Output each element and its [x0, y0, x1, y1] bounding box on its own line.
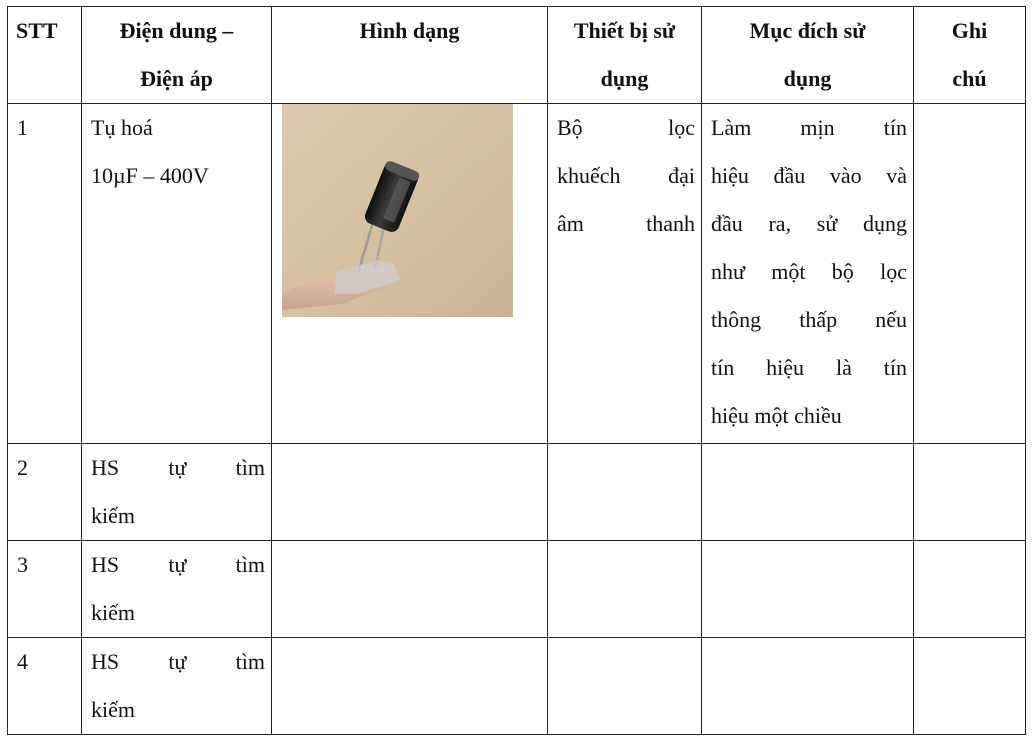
header-device-line-1: Thiết bị sử [573, 18, 676, 43]
header-note-line-2: chú [952, 66, 987, 91]
capacitor-photo [282, 104, 513, 317]
cell-device-line-2: khuếch đại [557, 163, 695, 188]
cell-capacitance-voltage-line-2: kiếm [91, 697, 135, 722]
cell-device-line-3: âm thanh [557, 211, 695, 236]
cell-capacitance-voltage-line-2: 10µF – 400V [91, 163, 209, 188]
cell-purpose [702, 638, 914, 735]
cell-purpose-line-2: hiệu đầu vào và [711, 163, 907, 188]
cell-note [914, 541, 1026, 638]
cell-purpose-line-5: thông thấp nếu [711, 307, 907, 332]
cell-note [914, 638, 1026, 735]
header-device [548, 7, 702, 104]
header-purpose [702, 7, 914, 104]
header-capacitance-voltage [82, 7, 272, 104]
table-row [8, 638, 1026, 735]
cell-note [914, 444, 1026, 541]
cell-shape [272, 444, 548, 541]
header-note [914, 7, 1026, 104]
capacitor-table [7, 6, 1026, 735]
cell-capacitance-voltage-line-1: Tụ hoá [91, 115, 153, 140]
cell-device [548, 104, 702, 444]
cell-device-line-1: Bộ lọc [557, 115, 695, 140]
cell-purpose-line-4: như một bộ lọc [711, 259, 907, 284]
header-purpose-line-2: dụng [783, 66, 832, 91]
header-purpose-line-1: Mục đích sử [749, 18, 866, 43]
cell-purpose [702, 104, 914, 444]
cell-capacitance-voltage [82, 638, 272, 735]
table-row [8, 444, 1026, 541]
cell-device [548, 541, 702, 638]
cell-shape [272, 541, 548, 638]
cell-capacitance-voltage-line-1: HS tự tìm [91, 552, 265, 577]
cell-capacitance-voltage-line-1: HS tự tìm [91, 649, 265, 674]
cell-shape [272, 104, 548, 444]
cell-purpose [702, 444, 914, 541]
table-row [8, 104, 1026, 444]
header-stt: STT [8, 7, 82, 104]
cell-device [548, 638, 702, 735]
cell-note [914, 104, 1026, 444]
header-note-line-1: Ghi [951, 18, 988, 43]
cell-capacitance-voltage [82, 541, 272, 638]
cell-stt: 2 [8, 444, 82, 541]
header-shape: Hình dạng [272, 7, 548, 104]
cell-device [548, 444, 702, 541]
cell-purpose [702, 541, 914, 638]
cell-capacitance-voltage [82, 104, 272, 444]
cell-purpose-line-1: Làm mịn tín [711, 115, 907, 140]
cell-purpose-line-3: đầu ra, sử dụng [711, 211, 907, 236]
cell-stt: 3 [8, 541, 82, 638]
cell-capacitance-voltage-line-1: HS tự tìm [91, 455, 265, 480]
header-device-line-2: dụng [600, 66, 649, 91]
table-row [8, 541, 1026, 638]
cell-purpose-line-6: tín hiệu là tín [711, 355, 907, 380]
cell-capacitance-voltage [82, 444, 272, 541]
header-capacitance-voltage-line-2: Điện áp [140, 66, 213, 91]
cell-stt: 4 [8, 638, 82, 735]
cell-capacitance-voltage-line-2: kiếm [91, 503, 135, 528]
header-capacitance-voltage-line-1: Điện dung – [119, 18, 234, 43]
header-row [8, 7, 1026, 104]
cell-shape [272, 638, 548, 735]
cell-stt: 1 [8, 104, 82, 444]
cell-capacitance-voltage-line-2: kiếm [91, 600, 135, 625]
cell-purpose-line-7: hiệu một chiều [711, 403, 842, 428]
